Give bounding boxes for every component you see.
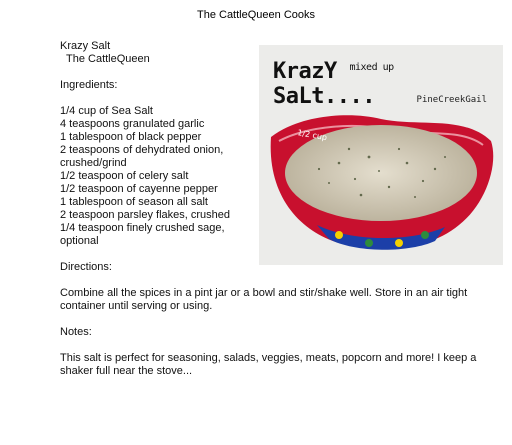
directions-text: Combine all the spices in a pint jar or a bowl and stir/shake well. Store in an air tight container until serving or using. xyxy=(60,287,468,312)
directions-heading: Directions: xyxy=(60,261,112,273)
ingredient-item: 1 tablespoon of black pepper xyxy=(60,131,202,143)
ingredient-item: 1/2 teaspoon of celery salt xyxy=(60,170,189,182)
ingredient-item: 1/4 teaspoon finely crushed sage, optional xyxy=(60,222,225,247)
ingredient-item: 1/2 teaspoon of cayenne pepper xyxy=(60,183,218,195)
recipe-title: Krazy Salt xyxy=(60,40,111,52)
photo-title-main: KrazY xyxy=(273,59,350,84)
ingredients-heading: Ingredients: xyxy=(60,79,118,91)
photo-title-end: SaLt.... xyxy=(273,84,375,109)
photo-title-small: mixed up xyxy=(349,62,394,73)
ingredient-item: 2 teaspoon parsley flakes, crushed xyxy=(60,209,230,221)
ingredient-item: 2 teaspoons of dehydrated onion, crushed/grind xyxy=(60,144,224,169)
page-header: The CattleQueen Cooks xyxy=(196,9,315,21)
notes-heading: Notes: xyxy=(60,326,92,338)
ingredients-list xyxy=(60,105,260,248)
photo-signature: PineCreekGail xyxy=(416,95,487,105)
cup-label: 1/2 cup xyxy=(296,128,328,143)
notes-text: This salt is perfect for seasoning, salads, veggies, meats, popcorn and more! I keep a shaker full near the stove... xyxy=(60,352,477,377)
ingredient-item: 1 tablespoon of season all salt xyxy=(60,196,208,208)
ingredient-item: 4 teaspoons granulated garlic xyxy=(60,118,205,130)
salt-bowl-photo xyxy=(259,45,503,265)
recipe-author: The CattleQueen xyxy=(66,53,150,65)
bowl-illustration xyxy=(259,45,503,265)
ingredient-item: 1/4 cup of Sea Salt xyxy=(60,105,153,117)
